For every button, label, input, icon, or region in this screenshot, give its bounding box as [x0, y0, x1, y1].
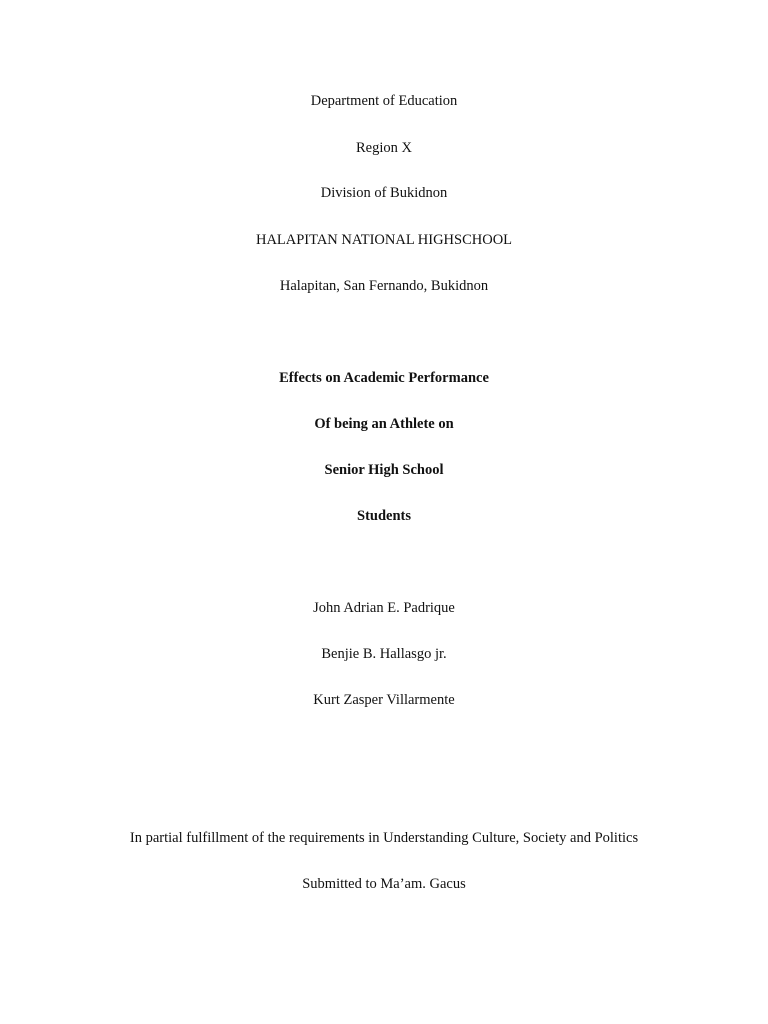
school-name: HALAPITAN NATIONAL HIGHSCHOOL	[255, 232, 513, 248]
author-name: Kurt Zasper Villarmente	[313, 692, 455, 708]
fulfillment-statement: In partial fulfillment of the requirements in Understanding Culture, Society and Politics	[129, 830, 639, 846]
title-line-2: Of being an Athlete on	[314, 416, 454, 432]
submitted-to: Submitted to Ma’am. Gacus	[302, 876, 466, 892]
school-address: Halapitan, San Fernando, Bukidnon	[279, 278, 489, 294]
author-name: John Adrian E. Padrique	[313, 600, 455, 616]
department-name: Department of Education	[310, 93, 458, 109]
title-line-4: Students	[357, 508, 411, 524]
title-line-3: Senior High School	[324, 462, 444, 478]
region-name: Region X	[356, 140, 412, 156]
title-line-1: Effects on Academic Performance	[279, 370, 489, 386]
division-name: Division of Bukidnon	[320, 185, 448, 201]
author-name: Benjie B. Hallasgo jr.	[321, 646, 447, 662]
